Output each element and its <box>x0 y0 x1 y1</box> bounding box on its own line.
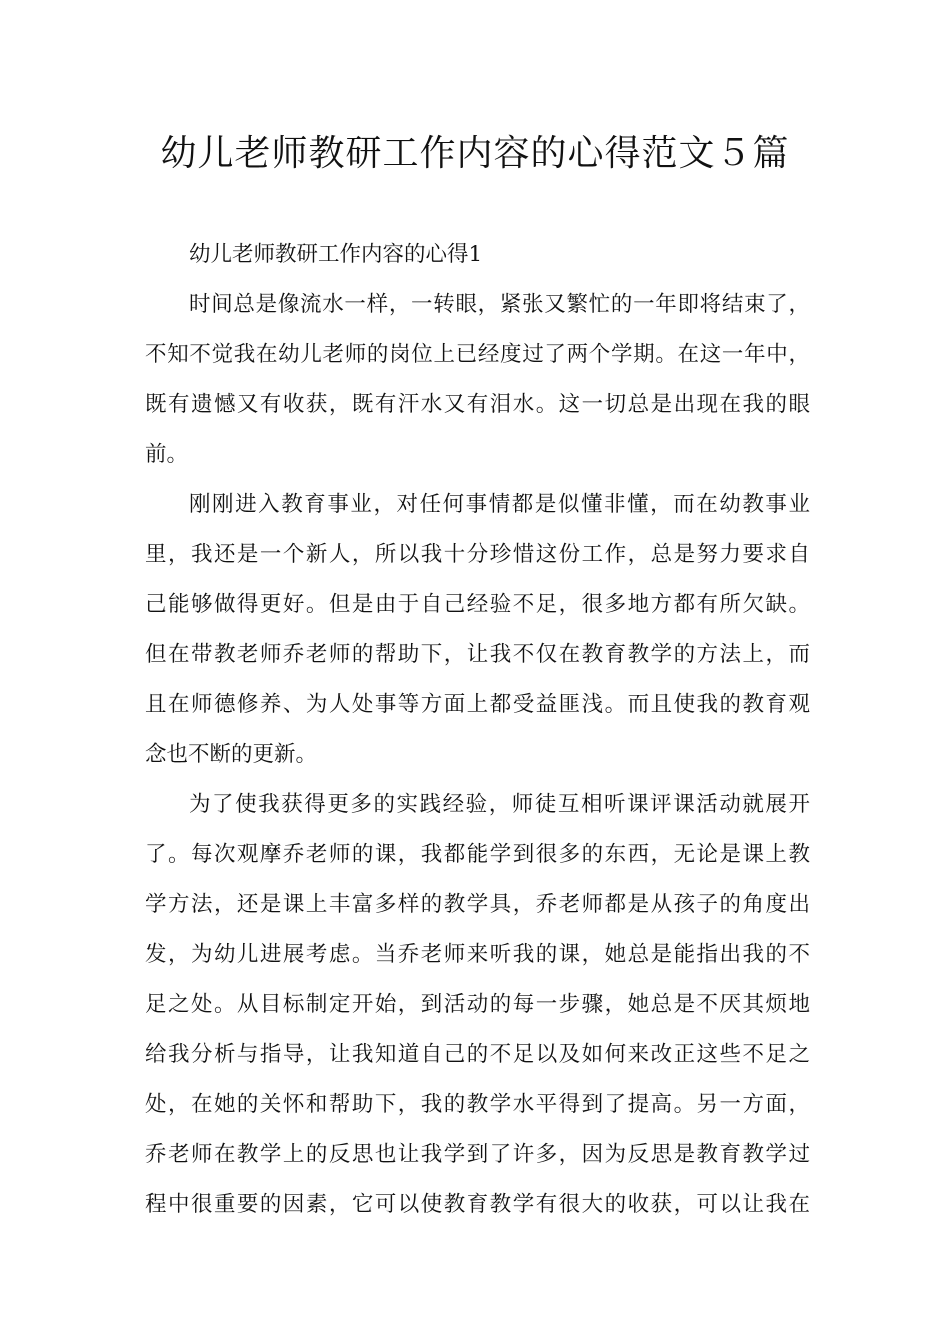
paragraph-line: 不知不觉我在幼儿老师的岗位上已经度过了两个学期。在这一年中， <box>145 342 810 367</box>
paragraph-line: 处，在她的关怀和帮助下，我的教学水平得到了提高。另一方面， <box>145 1092 810 1117</box>
paragraph-line: 时间总是像流水一样，一转眼，紧张又繁忙的一年即将结束了， <box>189 292 810 317</box>
paragraph-line: 既有遗憾又有收获，既有汗水又有泪水。这一切总是出现在我的眼 <box>145 392 810 417</box>
paragraph-line: 乔老师在教学上的反思也让我学到了许多，因为反思是教育教学过 <box>145 1142 810 1167</box>
section-heading: 幼儿老师教研工作内容的心得1 <box>189 242 483 267</box>
paragraph <box>145 780 810 1230</box>
paragraph-line: 己能够做得更好。但是由于自己经验不足，很多地方都有所欠缺。 <box>145 592 810 617</box>
paragraph-line: 刚刚进入教育事业，对任何事情都是似懂非懂，而在幼教事业 <box>189 492 810 517</box>
document-body <box>145 230 810 1230</box>
paragraph-line: 发，为幼儿进展考虑。当乔老师来听我的课，她总是能指出我的不 <box>145 942 810 967</box>
paragraph-line: 前。 <box>145 442 189 467</box>
paragraph-line: 足之处。从目标制定开始，到活动的每一步骤，她总是不厌其烦地 <box>145 992 810 1017</box>
paragraph <box>145 480 810 780</box>
paragraph-line: 给我分析与指导，让我知道自己的不足以及如何来改正这些不足之 <box>145 1042 810 1067</box>
paragraph-line: 且在师德修养、为人处事等方面上都受益匪浅。而且使我的教育观 <box>145 692 810 717</box>
paragraph <box>145 280 810 480</box>
paragraph-line: 程中很重要的因素，它可以使教育教学有很大的收获，可以让我在 <box>145 1192 810 1217</box>
paragraph-line: 念也不断的更新。 <box>145 742 318 767</box>
paragraph-line: 但在带教老师乔老师的帮助下，让我不仅在教育教学的方法上，而 <box>145 642 810 667</box>
paragraph-line: 学方法，还是课上丰富多样的教学具，乔老师都是从孩子的角度出 <box>145 892 810 917</box>
paragraph-line: 里，我还是一个新人，所以我十分珍惜这份工作，总是努力要求自 <box>145 542 810 567</box>
paragraph-line: 了。每次观摩乔老师的课，我都能学到很多的东西，无论是课上教 <box>145 842 810 867</box>
document-title: 幼儿老师教研工作内容的心得范文５篇 <box>160 133 790 174</box>
paragraph-line: 为了使我获得更多的实践经验，师徒互相听课评课活动就展开 <box>189 792 810 817</box>
